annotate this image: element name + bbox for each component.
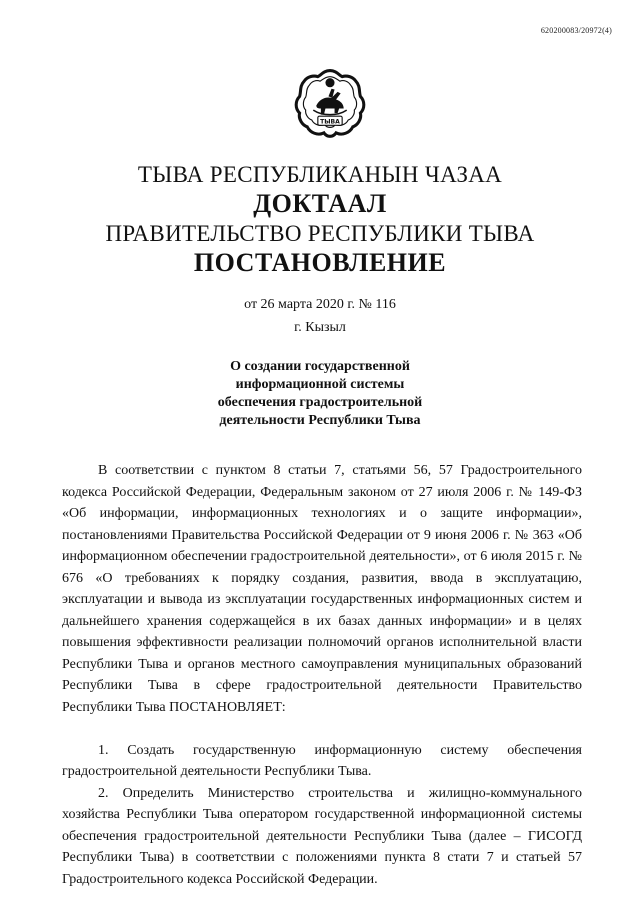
header-russian-government: ПРАВИТЕЛЬСТВО РЕСПУБЛИКИ ТЫВА <box>105 221 535 246</box>
document-body <box>62 460 582 890</box>
header-tuvan-government: ТЫВА РЕСПУБЛИКАНЫН ЧАЗАА <box>137 162 503 187</box>
document-id: 620200083/20972(4) <box>540 26 612 35</box>
date-and-number: от 26 марта 2020 г. № 116 <box>244 297 396 312</box>
emblem-label: ТЫВА <box>320 118 340 126</box>
clause-1-paragraph: 1. Создать государственную информационную систему обеспечения градостроительной деятельности Республики Тыва. <box>62 742 582 779</box>
title-line: информационной системы <box>235 377 405 392</box>
city-line: г. Кызыл <box>294 320 346 335</box>
clause-2-paragraph: 2. Определить Министерство строительства и жилищно-коммунального хозяйства Республики Тыва оператором государственной информационной системы обеспечения градостроительной деятельности Республики Тыва (далее – ГИСОГД Республики Тыва) в соответствии с положениями пункта 8 стати 7 и статьей 57 Градостроительного кодекса Российской Федерации. <box>62 785 582 887</box>
header-russian-doc-type: ПОСТАНОВЛЕНИЕ <box>193 248 447 277</box>
document-title <box>0 358 640 430</box>
header-tuvan-doc-type: ДОКТААЛ <box>253 189 387 218</box>
preamble-paragraph: В соответствии с пунктом 8 статьи 7, статьями 56, 57 Градостроительного кодекса Российской Федерации, Федеральным законом от 27 июля 2006 г. № 149-ФЗ «Об информации, информационных технологиях и о защите информации», постановлениями Правительства Российской Федерации от 9 июня 2006 г. № 363 «Об информационном обеспечении градостроительной деятельности», от 6 июля 2015 г. № 676 «О требованиях к порядку создания, развития, ввода в эксплуатацию, эксплуатации и вывода из эксплуатации государственных информационных систем и дальнейшего хранения содержащейся в их базах данных информации» и в целях повышения эффективности реализации полномочий органов исполнительной власти Республики Тыва и органов местного самоуправления муниципальных образований Республики Тыва в сфере градостроительной деятельности Правительство Республики Тыва ПОСТАНОВЛЯЕТ: <box>62 463 582 715</box>
title-line: О создании государственной <box>230 359 410 374</box>
title-line: обеспечения градостроительной <box>217 395 423 410</box>
title-line: деятельности Республики Тыва <box>219 413 421 428</box>
tuva-coat-of-arms-icon <box>292 66 368 142</box>
